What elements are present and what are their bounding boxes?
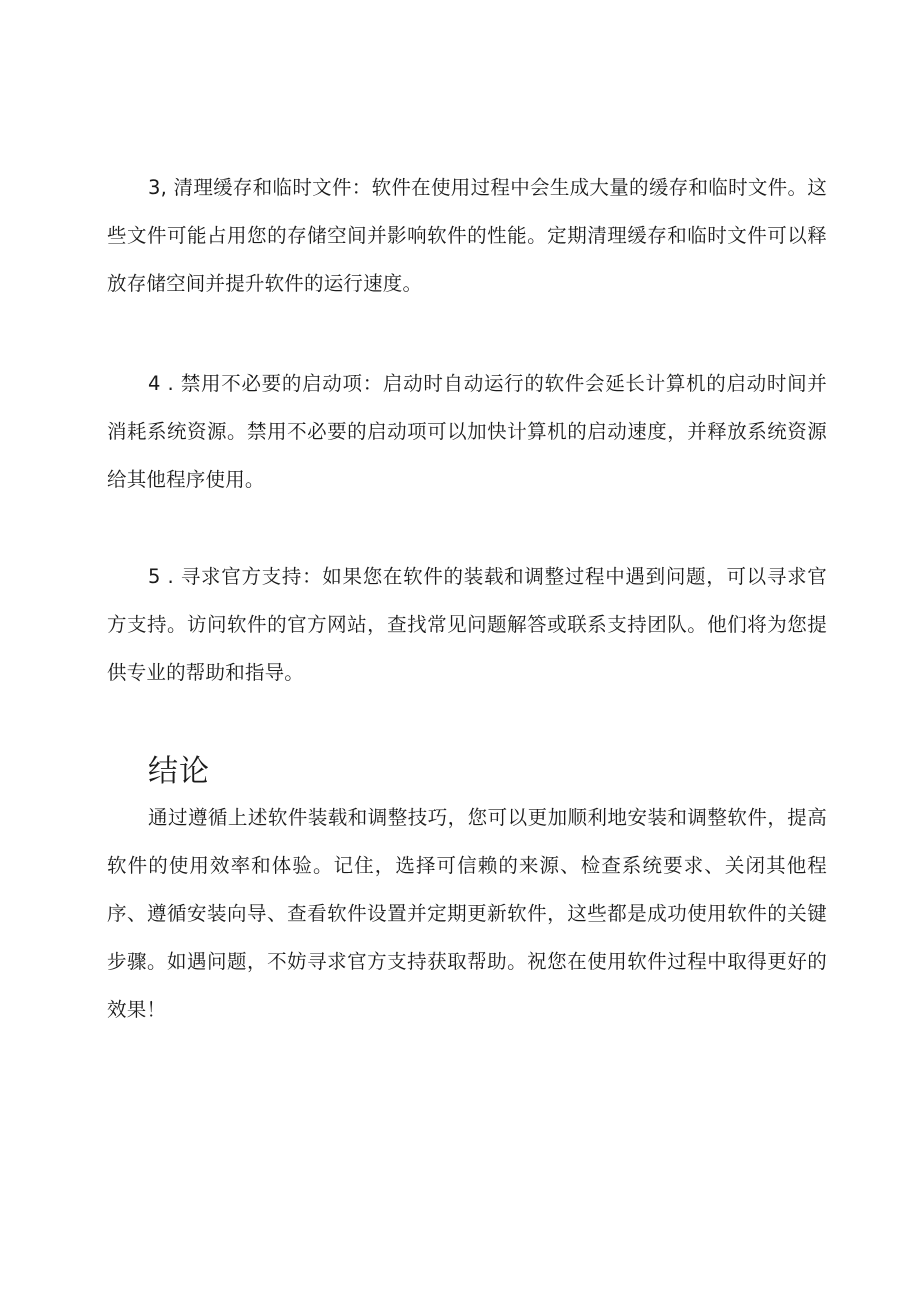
conclusion-paragraph: 通过遵循上述软件装载和调整技巧，您可以更加顺利地安装和调整软件，提高软件的使用效率和体验。记住，选择可信赖的来源、检查系统要求、关闭其他程序、遵循安装向导、查看软件设置并定期更新软件，这些都是成功使用软件的关键步骤。如遇问题，不妨寻求官方支持获取帮助。祝您在使用软件过程中取得更好的效果！ [107, 806, 827, 1021]
conclusion-heading: 结论 [148, 754, 210, 789]
tip-3-paragraph: 3, 清理缓存和临时文件：软件在使用过程中会生成大量的缓存和临时文件。这些文件可能占用您的存储空间并影响软件的性能。定期清理缓存和临时文件可以释放存储空间并提升软件的运行速度。 [107, 176, 827, 295]
tip-4-paragraph: 4 . 禁用不必要的启动项：启动时自动运行的软件会延长计算机的启动时间并消耗系统资源。禁用不必要的启动项可以加快计算机的启动速度，并释放系统资源给其他程序使用。 [107, 372, 827, 491]
tip-5-paragraph: 5 . 寻求官方支持：如果您在软件的装载和调整过程中遇到问题，可以寻求官方支持。访问软件的官方网站，查找常见问题解答或联系支持团队。他们将为您提供专业的帮助和指导。 [107, 565, 827, 684]
